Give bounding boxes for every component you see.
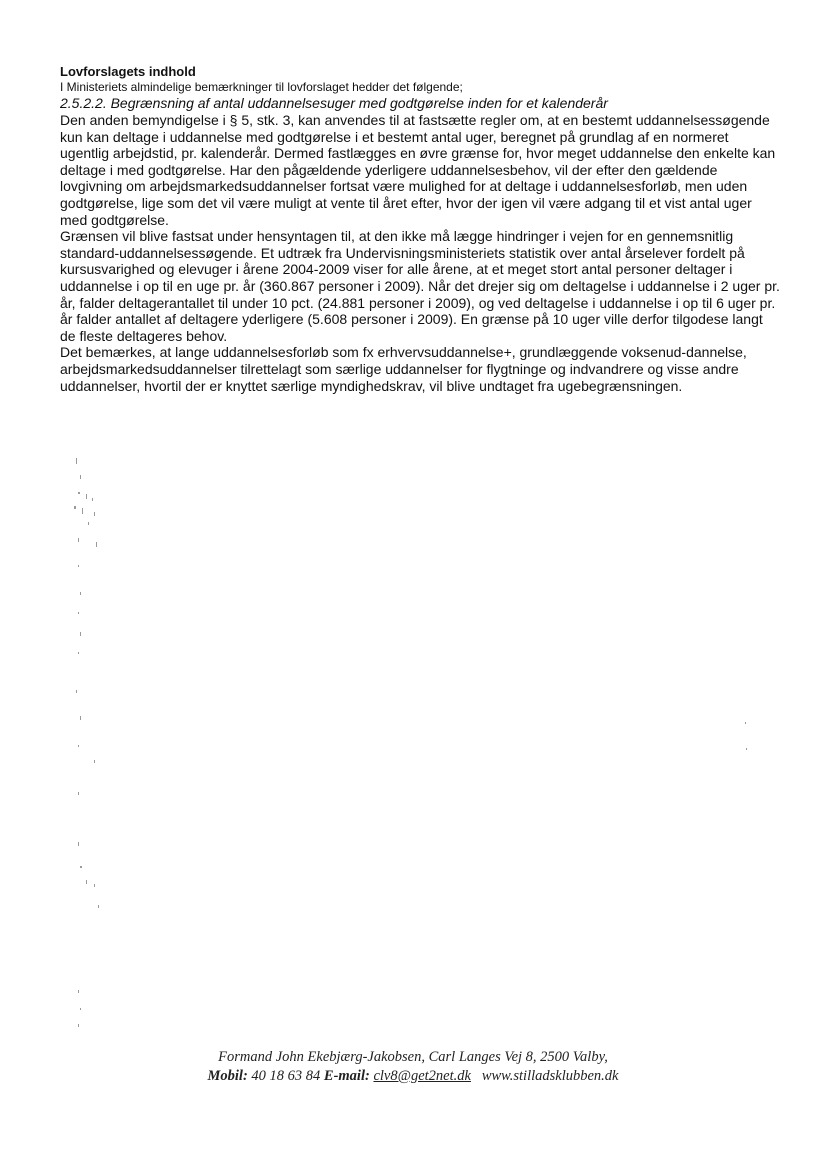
document-heading: Lovforslagets indhold [60,64,196,79]
paragraph-1: Den anden bemyndigelse i § 5, stk. 3, kan anvendes til at fastsætte regler om, at en bestemt uddannelsessøgende kun kan deltage i uddannelse med godtgørelse i et bestemt antal uger, beregnet på grundlag af en normeret ugentlig arbejdstid, pr. kalenderår. Dermed fastlægges en øvre grænse for, hvor meget uddannelse den enkelte kan deltage i med godtgørelse. Har den pågældende yderligere uddannelsesbehov, vil der efter den gældende lovgivning om arbejdsmarkedsuddannelser fortsat være mulighed for at deltage i uddannelsesforløb, men uden godtgørelse, lige som det vil være muligt at vente til året efter, hvor der igen vil være adgang til et vist antal uger med godtgørelse. [60,112,776,228]
footer-address-line: Formand John Ekebjærg-Jakobsen, Carl Langes Vej 8, 2500 Valby, [218,1049,608,1065]
intro-line: I Ministeriets almindelige bemærkninger til lovforslaget hedder det følgende; [60,80,463,94]
paragraph-2: Grænsen vil blive fastsat under hensyntagen til, at den ikke må lægge hindringer i vejen for en gennemsnitlig standard-uddannelsessøgende. Et udtræk fra Undervisningsministeriets statistik over antal årselever fordelt på kursusvarighed og elevuger i årene 2004-2009 viser for alle årene, at et meget stort antal personer deltager i uddannelse i op til en uge pr. år (360.867 personer i 2009). Når det drejer sig om deltagelse i uddannelse i 2 uger pr. år, falder deltagerantallet til under 10 pct. (24.881 personer i 2009), og ved deltagelse i uddannelse i op til 6 uger pr. år falder antallet af deltagere yderligere (5.608 personer i 2009). En grænse på 10 uger ville derfor tilgodese langt de fleste deltageres behov. [60,228,780,344]
email-link[interactable]: clv8@get2net.dk [373,1068,471,1084]
footer-contact-line [0,1067,826,1086]
mobile-number: 40 18 63 84 [251,1068,321,1084]
section-title: 2.5.2.2. Begrænsning af antal uddannelsesuger med godtgørelse inden for et kalenderår [60,95,608,111]
website-text: www.stilladsklubben.dk [481,1068,619,1084]
mobile-label: Mobil: [207,1068,248,1084]
letterhead-footer [0,1048,826,1086]
paragraph-3: Det bemærkes, at lange uddannelsesforløb som fx erhvervsuddannelse+, grundlæggende voksenud-dannelse, arbejdsmarkedsuddannelser tilrettelagt som særlige uddannelser for flygtninge og indvandrere og visse andre uddannelser, hvortil der er knyttet særlige myndighedskrav, vil blive undtaget fra ugebegrænsningen. [60,344,747,394]
document-body [60,64,780,394]
email-label: E-mail: [323,1068,370,1084]
